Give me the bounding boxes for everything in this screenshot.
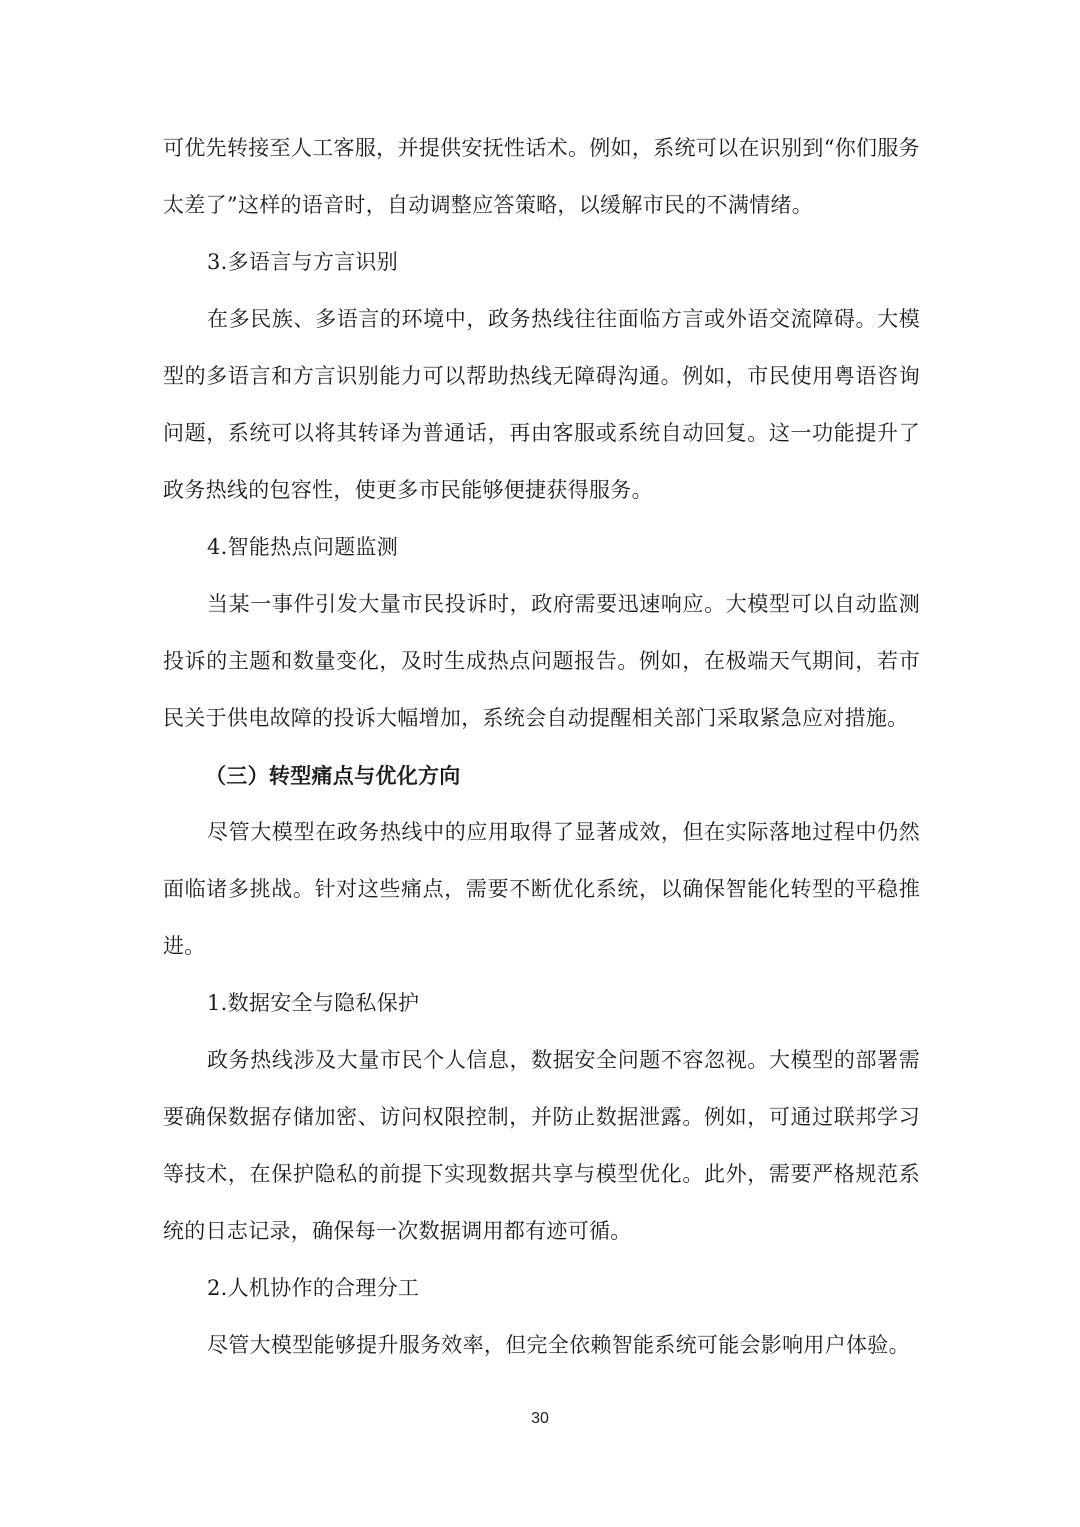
paragraph-multilingual: 在多民族、多语言的环境中，政务热线往往面临方言或外语交流障碍。大模型的多语言和方言识别能力可以帮助热线无障碍沟通。例如，市民使用粤语咨询问题，系统可以将其转译为普通话，再由客服或系统自动回复。这一功能提升了政务热线的包容性，使更多市民能够便捷获得服务。: [163, 307, 920, 502]
section-heading-pain-points: （三）转型痛点与优化方向: [205, 763, 461, 788]
paragraph-continuation: 可优先转接至人工客服，并提供安抚性话术。例如，系统可以在识别到“你们服务太差了”这样的语音时，自动调整应答策略，以缓解市民的不满情绪。: [163, 136, 920, 217]
subheading-multilingual: 3.多语言与方言识别: [207, 250, 399, 274]
paragraph-data-security: 政务热线涉及大量市民个人信息，数据安全问题不容忽视。大模型的部署需要确保数据存储加密、访问权限控制，并防止数据泄露。例如，可通过联邦学习等技术，在保护隐私的前提下实现数据共享与模型优化。此外，需要严格规范系统的日志记录，确保每一次数据调用都有迹可循。: [163, 1048, 920, 1243]
paragraph-pain-points: 尽管大模型在政务热线中的应用取得了显著成效，但在实际落地过程中仍然面临诸多挑战。针对这些痛点，需要不断优化系统，以确保智能化转型的平稳推进。: [163, 820, 920, 958]
paragraph-human-machine: 尽管大模型能够提升服务效率，但完全依赖智能系统可能会影响用户体验。: [207, 1333, 910, 1357]
document-body: [163, 120, 920, 1374]
subheading-human-machine: 2.人机协作的合理分工: [207, 1276, 420, 1300]
page-number: 30: [531, 1410, 549, 1427]
subheading-hotspot: 4.智能热点问题监测: [207, 535, 399, 559]
paragraph-hotspot: 当某一事件引发大量市民投诉时，政府需要迅速响应。大模型可以自动监测投诉的主题和数量变化，及时生成热点问题报告。例如，在极端天气期间，若市民关于供电故障的投诉大幅增加，系统会自动提醒相关部门采取紧急应对措施。: [163, 592, 920, 730]
subheading-data-security: 1.数据安全与隐私保护: [207, 991, 420, 1015]
